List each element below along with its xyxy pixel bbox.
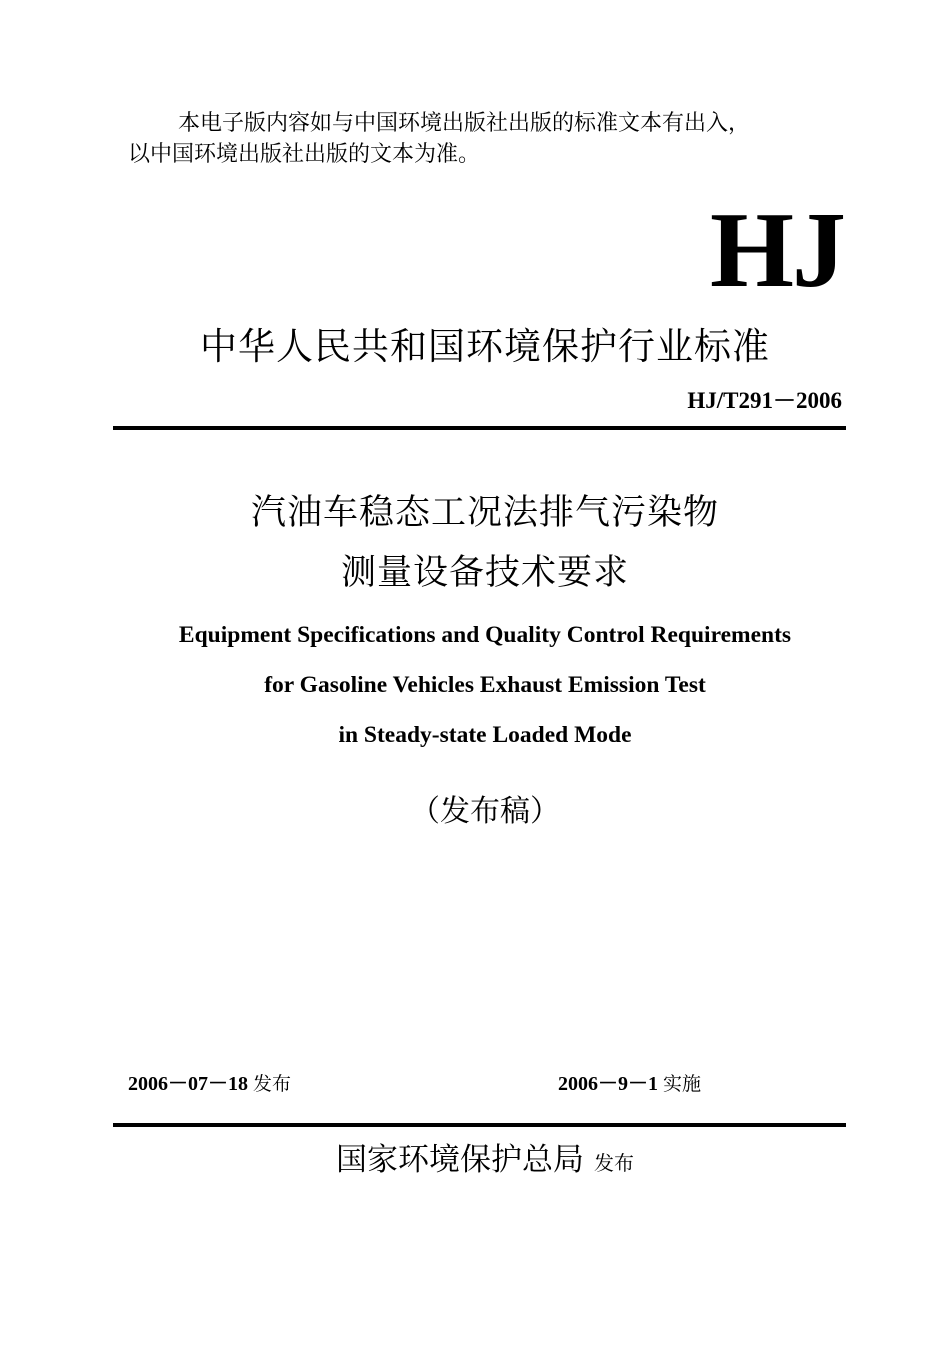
issue-date-block xyxy=(128,1070,291,1098)
chinese-title-line-1: 汽油车稳态工况法排气污染物 xyxy=(250,493,719,533)
top-divider xyxy=(113,426,846,430)
english-title-line-3: in Steady-state Loaded Mode xyxy=(338,722,632,748)
publisher-name: 国家环境保护总局 xyxy=(336,1142,584,1178)
chinese-title-line-2: 测量设备技术要求 xyxy=(340,553,629,593)
electronic-version-notice xyxy=(128,108,848,170)
hj-logo: HJ xyxy=(709,191,844,310)
publisher-block xyxy=(0,1138,950,1185)
standard-category-title: 中华人民共和国环境保护行业标准 xyxy=(200,325,770,368)
english-title-line-2: for Gasoline Vehicles Exhaust Emission Test xyxy=(264,672,706,698)
draft-status-label: （发布稿） xyxy=(410,794,560,829)
standard-code: HJ/T291－2006 xyxy=(687,388,842,413)
issue-date: 2006－07－18 xyxy=(128,1073,248,1095)
notice-line-2: 以中国环境出版社出版的文本为准。 xyxy=(128,142,481,167)
issue-date-label: 发布 xyxy=(253,1073,292,1095)
publisher-label: 发布 xyxy=(594,1151,634,1175)
english-title-line-1: Equipment Specifications and Quality Control Requirements xyxy=(178,622,792,648)
implementation-date-block xyxy=(558,1070,701,1098)
implementation-date-label: 实施 xyxy=(663,1073,702,1095)
implementation-date: 2006－9－1 xyxy=(558,1073,658,1095)
notice-line-1: 本电子版内容如与中国环境出版社出版的标准文本有出入， xyxy=(178,111,751,136)
bottom-divider xyxy=(113,1123,846,1127)
